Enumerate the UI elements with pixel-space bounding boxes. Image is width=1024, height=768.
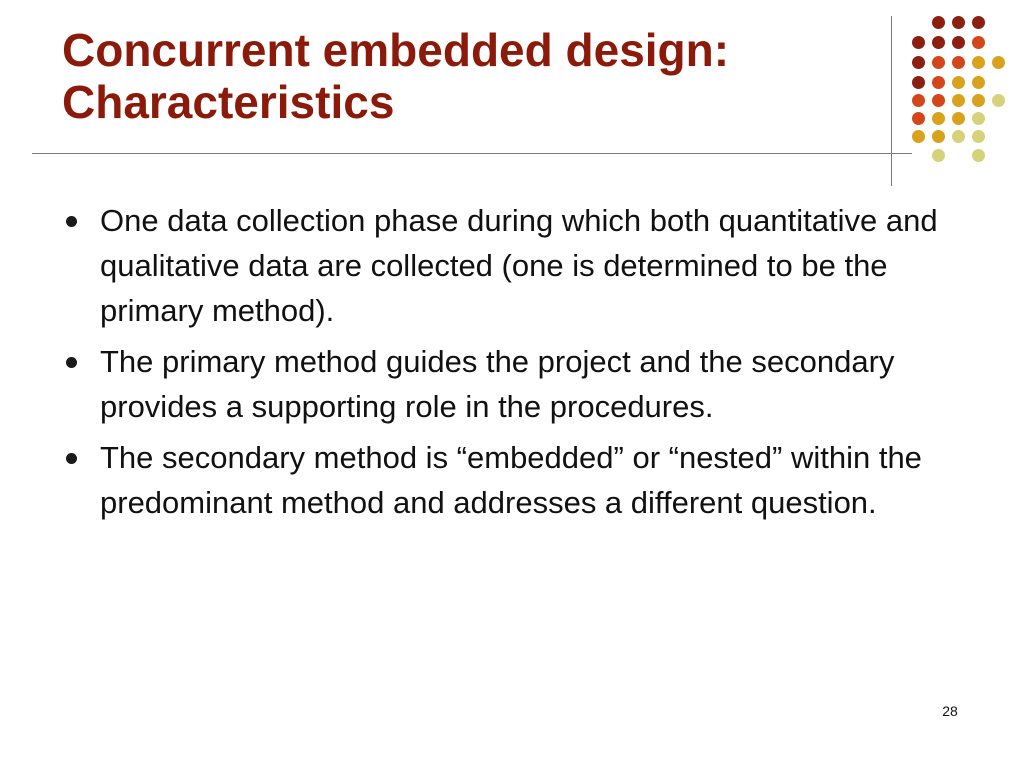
decorative-dot <box>912 56 925 69</box>
decorative-dot <box>912 76 925 89</box>
slide-title <box>62 24 882 128</box>
decorative-dot <box>972 94 985 107</box>
decorative-dot <box>932 56 945 69</box>
decorative-dot <box>912 36 925 49</box>
decorative-dot <box>912 130 925 143</box>
decorative-dot <box>972 149 985 162</box>
decorative-dot <box>952 36 965 49</box>
decorative-dot <box>952 16 965 29</box>
bullet-item <box>62 339 952 429</box>
bullet-marker-icon <box>66 453 77 464</box>
decorative-dot <box>912 94 925 107</box>
bullet-item <box>62 198 952 333</box>
decorative-dot <box>972 16 985 29</box>
decorative-dot <box>932 94 945 107</box>
decorative-dot <box>952 76 965 89</box>
bullet-text: One data collection phase during which both quantitative and qualitative data are collected (one is determined to be the primary method). <box>100 203 938 328</box>
title-divider-vertical <box>891 16 892 186</box>
decorative-dot <box>952 94 965 107</box>
decorative-dot <box>952 112 965 125</box>
decorative-dot <box>932 36 945 49</box>
bullet-text: The secondary method is “embedded” or “nested” within the predominant method and addresses a different question. <box>100 440 922 520</box>
slide-title-line-1: Concurrent embedded design: <box>62 24 730 76</box>
decorative-dot <box>932 16 945 29</box>
decorative-dot <box>952 130 965 143</box>
decorative-dot <box>912 112 925 125</box>
decorative-dot <box>992 94 1005 107</box>
decorative-dot <box>932 149 945 162</box>
decorative-dot <box>972 112 985 125</box>
decorative-dot <box>972 56 985 69</box>
decorative-dot <box>972 36 985 49</box>
decorative-dot <box>932 112 945 125</box>
decorative-dot <box>972 130 985 143</box>
decorative-dot <box>932 130 945 143</box>
decorative-dot <box>932 76 945 89</box>
page-number: 28 <box>942 703 958 719</box>
bullet-item <box>62 435 952 525</box>
bullet-text: The primary method guides the project and the secondary provides a supporting role in the procedures. <box>100 344 895 424</box>
bullet-marker-icon <box>66 216 77 227</box>
decorative-dot <box>952 56 965 69</box>
title-divider-horizontal <box>32 153 912 154</box>
decorative-dot <box>972 76 985 89</box>
bullet-list <box>62 198 952 531</box>
decorative-dot <box>992 56 1005 69</box>
slide-title-line-2: Characteristics <box>62 76 395 128</box>
bullet-marker-icon <box>66 357 77 368</box>
